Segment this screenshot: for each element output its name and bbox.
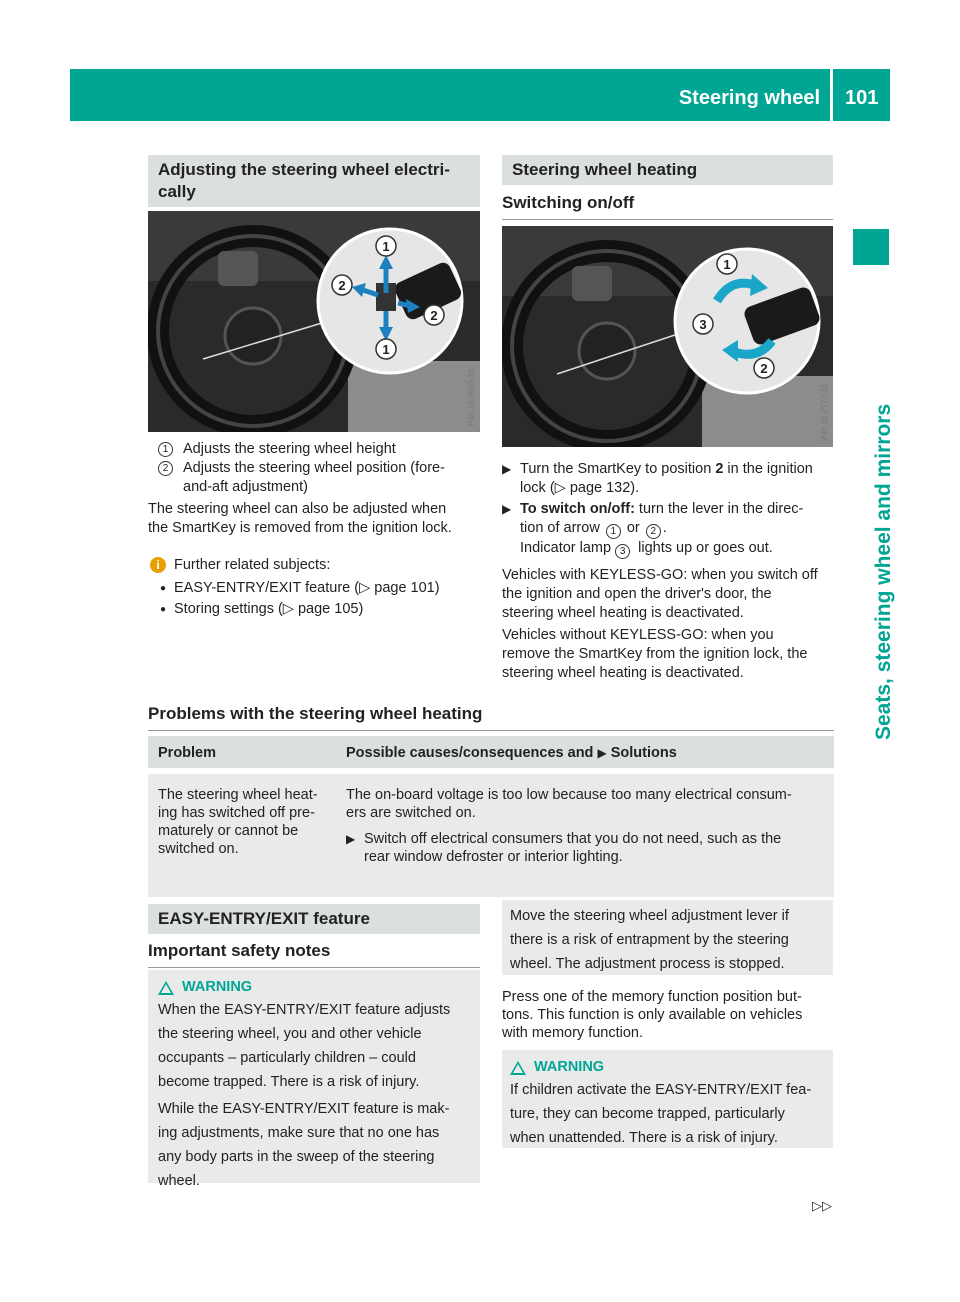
callout-2: 2 — [646, 524, 661, 539]
arrow-icon: ▶ — [597, 746, 607, 760]
related-item[interactable] — [150, 579, 480, 598]
related-item[interactable] — [150, 600, 480, 619]
adjusting-heading: Adjusting the steering wheel electri- cally — [148, 155, 480, 207]
related-link[interactable]: EASY-ENTRY/EXIT feature (▷ page 101) — [174, 580, 440, 596]
table-row — [148, 774, 834, 897]
info-block — [150, 556, 480, 619]
step2-or: or — [622, 520, 644, 536]
col-problem: Problem — [158, 745, 217, 761]
step-arrow-icon: ▶ — [502, 502, 512, 516]
warning-text: When the EASY-ENTRY/EXIT feature adjusts the steering wheel, you and other vehicle occupants – particularly children – could become trapped. There is a risk of injury. — [158, 1002, 451, 1090]
svg-text:3: 3 — [699, 317, 707, 332]
warning-triangle-icon — [510, 1061, 526, 1075]
legend-item — [158, 440, 480, 459]
warning-label: WARNING — [182, 979, 253, 995]
table-header-row — [148, 736, 834, 768]
problems-heading: Problems with the steering wheel heating — [148, 703, 834, 731]
page-number: 101 — [845, 87, 879, 109]
step2-text: turn the lever in the direc- tion of arrow — [520, 501, 804, 536]
svg-text:1: 1 — [723, 257, 731, 272]
info-line — [150, 556, 480, 575]
removed-key-paragraph: The steering wheel can also be adjusted when the SmartKey is removed from the ignition lock. — [148, 501, 452, 536]
step-item — [502, 500, 834, 559]
col-causes — [336, 736, 834, 768]
callout-3: 3 — [615, 544, 630, 559]
warning-title — [158, 978, 470, 997]
image-code: P46.15-2172-31 — [820, 383, 829, 441]
side-section-label: Seats, steering wheel and mirrors — [872, 403, 895, 740]
step1-pre: Turn the SmartKey to position — [520, 461, 716, 477]
callout-2: 2 — [158, 461, 173, 476]
switching-subheading: Switching on/off — [502, 192, 833, 220]
legend-text: Adjusts the steering wheel position (fore- and-aft adjustment) — [183, 460, 445, 495]
step2-label: To switch on/off: — [520, 501, 635, 517]
col-causes-pre: Possible causes/consequences and — [346, 745, 598, 761]
warning-box-2 — [502, 1050, 833, 1148]
bullet-icon: ● — [160, 583, 167, 594]
safety-subheading: Important safety notes — [148, 940, 480, 968]
heating-steps — [502, 460, 834, 559]
svg-text:1: 1 — [382, 342, 390, 357]
info-icon: i — [150, 557, 166, 573]
svg-text:2: 2 — [760, 361, 768, 376]
heating-heading: Steering wheel heating — [502, 155, 833, 185]
step-arrow-icon: ▶ — [502, 462, 512, 476]
info-label: Further related subjects: — [174, 557, 331, 573]
step-text — [520, 460, 813, 498]
image-code: P46.15-2593-31 — [467, 368, 476, 426]
warning-label: WARNING — [534, 1059, 605, 1075]
warning-triangle-icon — [158, 981, 174, 995]
lamp-pre: Indicator lamp — [520, 540, 616, 556]
step1-position: 2 — [715, 461, 724, 477]
continued-mark: ▷▷ — [812, 1198, 832, 1213]
problem-cell: The steering wheel heat- ing has switched off pre- maturely or cannot be switched on. — [158, 787, 318, 857]
solution-text: Switch off electrical consumers that you do not need, such as the rear window defroster or interior lighting. — [364, 831, 782, 865]
adjust-legend — [158, 440, 480, 497]
legend-text: Adjusts the steering wheel height — [183, 441, 396, 457]
keyless-paragraph: Vehicles with KEYLESS-GO: when you switch off the ignition and open the driver's door, the steering wheel heating is deactivated. — [502, 567, 818, 621]
warning-continued-text: Move the steering wheel adjustment lever if there is a risk of entrapment by the steering wheel. The adjustment process is stopped. — [510, 908, 789, 972]
legend-item — [158, 459, 480, 497]
warning-text: While the EASY-ENTRY/EXIT feature is mak- ing adjustments, make sure that no one has any body parts in the sweep of the steering wheel. — [158, 1101, 450, 1189]
header-title: Steering wheel — [678, 87, 820, 109]
col-causes-post: Solutions — [606, 745, 677, 761]
step2-end: . — [662, 520, 667, 536]
step1-post: in the ignition lock (▷ page 132). — [520, 461, 813, 496]
related-link[interactable]: Storing settings (▷ page 105) — [174, 601, 364, 617]
step-text — [520, 500, 803, 559]
no-keyless-paragraph: Vehicles without KEYLESS-GO: when you remove the SmartKey from the ignition lock, the steering wheel heating is deactivated. — [502, 627, 808, 681]
steering-adjust-photo — [148, 211, 480, 432]
svg-text:2: 2 — [430, 308, 438, 323]
cause-text: The on-board voltage is too low because too many electrical consum- ers are switched on. — [346, 787, 792, 821]
memory-paragraph: Press one of the memory function position but- tons. This function is only available on vehicles with memory function. — [502, 989, 803, 1041]
callout-1: 1 — [606, 524, 621, 539]
warning-text: If children activate the EASY-ENTRY/EXIT fea- ture, they can become trapped, particularly when unattended. There is a risk of injury. — [510, 1082, 812, 1146]
svg-text:1: 1 — [382, 239, 390, 254]
warning-box-1 — [148, 970, 480, 1189]
warning-title — [510, 1058, 825, 1077]
problems-table — [148, 736, 834, 897]
callout-1: 1 — [158, 442, 173, 457]
heating-photo — [502, 226, 833, 447]
bullet-icon: ● — [160, 604, 167, 615]
step-arrow-icon: ▶ — [346, 832, 356, 846]
easy-entry-heading: EASY-ENTRY/EXIT feature — [148, 904, 480, 934]
lamp-post: lights up or goes out. — [634, 540, 773, 556]
side-tab-marker — [853, 229, 889, 265]
solution-item — [346, 830, 824, 866]
svg-text:2: 2 — [338, 278, 346, 293]
step-item — [502, 460, 834, 498]
warning-box-continued — [502, 900, 833, 975]
cause-cell — [336, 774, 834, 897]
header-separator — [830, 69, 833, 121]
